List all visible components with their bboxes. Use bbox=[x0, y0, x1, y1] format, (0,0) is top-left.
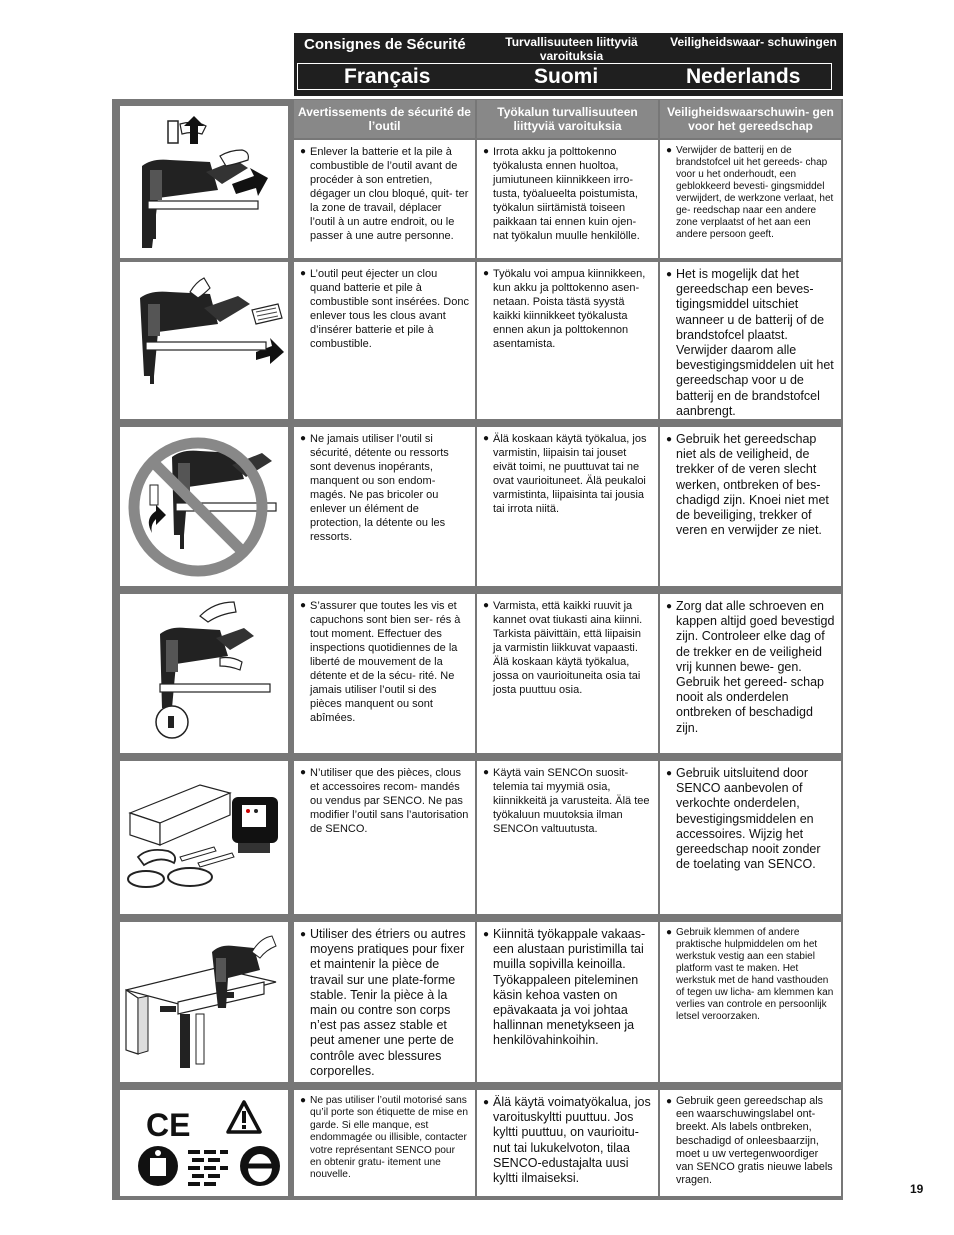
warning-triangle-icon bbox=[228, 1102, 260, 1132]
prohibited-illustration bbox=[120, 427, 288, 586]
row-1-dutch: ● Verwijder de batterij en de brandstofcel uit het gereeds- chap voor u het onderhoudt, een geblokkeerd bevesti- gingsmiddel verwijdert, de werkzone verlaat, het ge- reedschap naar een andere zone verplaatst of het aan een andere persoon geeft. bbox=[660, 140, 841, 258]
inspect-screws-illustration bbox=[120, 594, 288, 753]
row-6-dutch: ● Gebruik klemmen of andere praktische hulpmiddelen om het werkstuk vestig aan een stabiel platform vast te maken. Het werkstuk met de hand vasthouden of tegen uw licha- am klemmen kan verlies van controle en persoonlijk letsel veroorzaken. bbox=[660, 922, 841, 1082]
row-4-finnish: ● Varmista, että kaikki ruuvit ja kannet ovat tiukasti aina kiinni. Tarkista päivittäin, että liipaisin ja varmistin liikkuvat vapaasti. Älä koskaan käytä työkalua, jossa on vaurioituneita osia tai josta puuttuu osia. bbox=[477, 594, 658, 753]
row-3-finnish: ● Älä koskaan käytä työkalua, jos varmistin, liipaisin tai jouset eivät toimi, ne puuttuvat tai ne ovat vaurioituneet. Älä peukaloi varmistinta, liipaisinta tai jousia tai irrota niitä. bbox=[477, 427, 658, 586]
lang-subtitle-finnish: Turvallisuuteen liittyviä varoituksia bbox=[505, 35, 638, 63]
tool-insert-illustration bbox=[120, 262, 288, 419]
brick-pattern-icon bbox=[188, 1148, 228, 1186]
row-1-finnish: ● Irrota akku ja polttokenno työkalusta ennen huoltoa, jumiutuneen kiinnikkeen irro- tusta, työalueelta poistumista, työkalun siirtämistä toiseen paikkaan tai ennen kuin ojen- nat työkalun muulle henkilölle. bbox=[477, 140, 658, 258]
column-header-finnish: Työkalun turvallisuuteen liittyviä varoituksia bbox=[477, 100, 658, 138]
row-6-image bbox=[120, 922, 288, 1082]
row-5-dutch: ● Gebruik uitsluitend door SENCO aanbevolen of verkochte onderdelen, bevestigingsmiddelen en accessoires. Wijzig het gereedschap nooit zonder de toelating van SENCO. bbox=[660, 761, 841, 914]
lang-subtitle-dutch: Veiligheidswaar- schuwingen bbox=[670, 35, 837, 49]
row-1-image bbox=[120, 106, 288, 258]
row-7-image bbox=[120, 1090, 288, 1196]
warning-labels-illustration bbox=[120, 1090, 288, 1196]
row-7-french: ● Ne pas utiliser l’outil motorisé sans qu’il porte son étiquette de mise en garde. Si elle manque, est endommagée ou illisible, contacter votre représentant SENCO pour en obtenir gratu- itement une nouvelle. bbox=[294, 1090, 475, 1196]
row-2-image bbox=[120, 262, 288, 419]
row-6-finnish: ● Kiinnitä työkappale vakaas- een alustaan puristimilla tai muilla sopivilla keinoilla. Työkappaleen piteleminen käsin kehoa vasten on epävakaata ja voi johtaa hallinnan menetykseen ja henkilövahinkoihin. bbox=[477, 922, 658, 1082]
row-3-image bbox=[120, 427, 288, 586]
genuine-parts-illustration bbox=[120, 761, 288, 914]
row-1-french: ● Enlever la batterie et la pile à combustible de l’outil avant de procéder à son entretien, dégager un clou bloqué, quit- ter la zone de travail, déplacer l’outil à un autre endroit, ou le passer à une autre personne. bbox=[294, 140, 475, 258]
row-3-dutch: ● Gebruik het gereedschap niet als de veiligheid, de trekker of de veren slecht werken, ontbreken of bes- chadigd zijn. Knoei niet met de beveiliging, trekker of veren en verwijder ze niet. bbox=[660, 427, 841, 586]
row-4-french: ● S’assurer que toutes les vis et capuchons sont bien ser- rés à tout moment. Effectuer des inspections quotidiennes de la liberté de mouvement de la détente et de la sécu- rité. Ne jamais utiliser l’outil si des pièces manquent ou sont abîmées. bbox=[294, 594, 475, 753]
row-2-dutch: ● Het is mogelijk dat het gereedschap een beves- tigingsmiddel uitschiet wanneer u de batterij of de brandstofcel plaatst. Verwijder daarom alle bevestigingsmiddelen uit het gereedschap voor u de batterij en de brandstofcel aanbrengt. bbox=[660, 262, 841, 419]
row-5-finnish: ● Käytä vain SENCOn suosit- telemia tai myymiä osia, kiinnikkeitä ja varusteita. Älä tee työkaluun muutoksia ilman SENCOn valtuutusta. bbox=[477, 761, 658, 914]
row-2-finnish: ● Työkalu voi ampua kiinnikkeen, kun akku ja polttokenno asen- netaan. Poista tästä syystä kaikki kiinnikkeet työkalusta ennen akun ja polttokennon asentamista. bbox=[477, 262, 658, 419]
row-5-image bbox=[120, 761, 288, 914]
row-6-french: ● Utiliser des étriers ou autres moyens pratiques pour fixer et maintenir la pièce de travail sur une plate-forme stable. Tenir la pièce à la main ou contre son corps n’est pas assez stable et peut amener une perte de contrôle avec blessures corporelles. bbox=[294, 922, 475, 1082]
row-7-finnish: ● Älä käytä voimatyökalua, jos varoituskyltti puuttuu. Jos kyltti puuttuu, on vaurioitu- nut tai lukukelvoton, tilaa SENCO-edustajalta uusi kyltti ilmaiseksi. bbox=[477, 1090, 658, 1196]
lang-name-dutch: Nederlands bbox=[686, 65, 801, 88]
language-name-frame bbox=[297, 63, 832, 90]
clamped-workpiece-illustration bbox=[120, 922, 288, 1082]
row-5-french: ● N’utiliser que des pièces, clous et accessoires recom- mandés ou vendus par SENCO. Ne pas modifier l’outil sans l’autorisation de SENCO. bbox=[294, 761, 475, 914]
row-7-dutch: ● Gebruik geen gereedschap als een waarschuwingslabel ont- breekt. Als labels ontbreken, beschadigd of onleesbaarzijn, moet u uw vertegenwoordiger van SENCO gratis nieuwe labels vragen. bbox=[660, 1090, 841, 1196]
lang-subtitle-french: Consignes de Sécurité bbox=[304, 36, 466, 53]
row-3-french: ● Ne jamais utiliser l’outil si sécurité, détente ou ressorts sont devenus inopérants, manquent ou son endom- magés. Ne pas bricoler ou enlever un élément de protection, la détente ou les ressorts. bbox=[294, 427, 475, 586]
lang-name-finnish: Suomi bbox=[534, 65, 599, 88]
language-header bbox=[294, 33, 843, 96]
row-4-dutch: ● Zorg dat alle schroeven en kappen altijd goed bevestigd zijn. Controleer elke dag of de trekker en de veiligheid vrij kunnen bewe- gen. Gebruik het gereed- schap nooit als onderdelen ontbreken of beschadigd zijn. bbox=[660, 594, 841, 753]
svg-text:CE: CE bbox=[146, 1107, 191, 1143]
row-4-image bbox=[120, 594, 288, 753]
page-number: 19 bbox=[910, 1182, 924, 1196]
column-header-dutch: Veiligheidswaarschuwin- gen voor het gereedschap bbox=[660, 100, 841, 138]
read-manual-icon bbox=[138, 1146, 178, 1186]
eye-protection-icon bbox=[240, 1146, 280, 1186]
ce-mark-icon bbox=[146, 1107, 190, 1143]
row-2-french: ● L’outil peut éjecter un clou quand batterie et pile à combustible sont insérées. Donc enlever tous les clous avant d’insérer batterie et pile à combustible. bbox=[294, 262, 475, 419]
lang-name-french: Français bbox=[344, 65, 431, 88]
column-header-french: Avertissements de sécurité de l’outil bbox=[294, 100, 475, 138]
tool-disconnect-illustration bbox=[120, 106, 288, 258]
